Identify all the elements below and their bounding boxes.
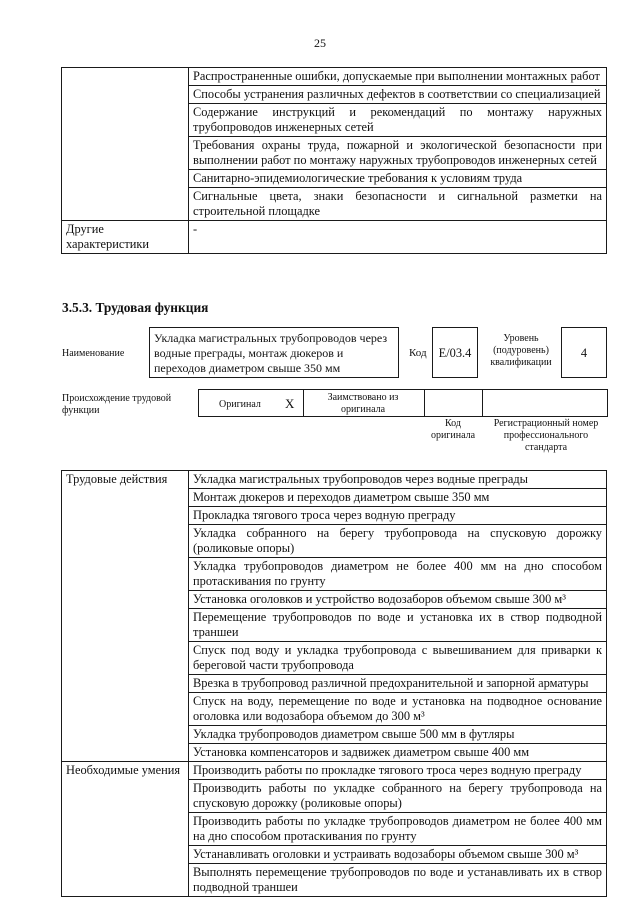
page-number: 25: [314, 36, 326, 50]
table-cell: Производить работы по прокладке тягового троса через водную преграду: [189, 762, 607, 780]
table-cell: Установка компенсаторов и задвижек диаметром свыше 400 мм: [189, 744, 607, 762]
table-cell: Требования охраны труда, пожарной и экологической безопасности при выполнении работ по монтажу наружных трубопроводов инженерных сетей: [189, 137, 607, 170]
table-cell: -: [189, 221, 607, 254]
table-cell: Производить работы по укладке трубопроводов диаметром не более 400 мм на дно способом протаскивания по грунту: [189, 813, 607, 846]
table-row: [62, 471, 607, 489]
group-label-labor-actions: Трудовые действия: [62, 471, 189, 762]
table-cell: Укладка трубопроводов диаметром свыше 500 мм в футляры: [189, 726, 607, 744]
code-value: E/03.4: [438, 346, 472, 360]
table-cell: Сигнальные цвета, знаки безопасности и сигнальной разметки на строительной площадке: [189, 188, 607, 221]
original-label: Оригинал: [219, 399, 261, 410]
table-cell: Установка оголовков и устройство водозаборов объемом свыше 300 м³: [189, 591, 607, 609]
divider: [482, 390, 483, 416]
code-value-box: [432, 327, 478, 378]
name-value: Укладка магистральных трубопроводов через водные преграды, монтаж дюкеров и переходов диаметром свыше 350 мм: [154, 331, 388, 375]
table-cell: Прокладка тягового троса через водную преграду: [189, 507, 607, 525]
section-title: 3.5.3. Трудовая функция: [62, 300, 209, 315]
table-cell: Спуск под воду и укладка трубопровода с вывешиванием для приварки к береговой части трубопровода: [189, 642, 607, 675]
origin-label: Происхождение трудовой функции: [62, 393, 172, 416]
table-row: [62, 221, 607, 254]
divider: [303, 390, 304, 416]
table-cell: Способы устранения различных дефектов в соответствии со специализацией: [189, 86, 607, 104]
table-cell: Укладка собранного на берегу трубопровода на спусковую дорожку (роликовые опоры): [189, 525, 607, 558]
knowledge-table: [61, 67, 607, 254]
table-cell-left: [62, 68, 189, 221]
level-value: 4: [580, 346, 588, 360]
reg-number-caption: Регистрационный номер профессионального стандарта: [493, 418, 599, 453]
code-original-caption: Код оригинала: [430, 418, 476, 441]
table-cell: Укладка трубопроводов диаметром не более 400 мм на дно способом протаскивания по грунту: [189, 558, 607, 591]
table-cell: Монтаж дюкеров и переходов диаметром свыше 350 мм: [189, 489, 607, 507]
table-row: [62, 68, 607, 86]
table-cell: Выполнять перемещение трубопроводов по воде и устанавливать их в створ подводной траншеи: [189, 864, 607, 897]
table-cell: Производить работы по укладке собранного на берегу трубопровода на спусковую дорожку (роликовые опоры): [189, 780, 607, 813]
table-row: [62, 762, 607, 780]
origin-row: [198, 389, 608, 417]
table-cell: Врезка в трубопровод различной предохранительной и запорной арматуры: [189, 675, 607, 693]
original-mark: X: [285, 396, 295, 411]
function-details-table: [61, 470, 607, 897]
divider: [424, 390, 425, 416]
table-cell: Спуск на воду, перемещение по воде и установка на подводное основание оголовка или водозабора объемом до 300 м³: [189, 693, 607, 726]
level-label: Уровень (подуровень) квалификации: [490, 333, 552, 368]
table-cell: Укладка магистральных трубопроводов через водные преграды: [189, 471, 607, 489]
table-cell: Перемещение трубопроводов по воде и установка их в створ подводной траншеи: [189, 609, 607, 642]
borrowed-label: Заимствовано из оригинала: [327, 392, 399, 415]
group-label-skills: Необходимые умения: [62, 762, 189, 897]
table-cell: Устанавливать оголовки и устраивать водозаборы объемом свыше 300 м³: [189, 846, 607, 864]
table-cell: Распространенные ошибки, допускаемые при выполнении монтажных работ: [189, 68, 607, 86]
table-cell-left: Другие характеристики: [62, 221, 189, 254]
table-cell: Санитарно-эпидемиологические требования к условиям труда: [189, 170, 607, 188]
level-value-box: [561, 327, 607, 378]
name-value-box: [149, 327, 399, 378]
code-label: Код: [409, 347, 427, 359]
name-label: Наименование: [62, 348, 125, 359]
table-cell: Содержание инструкций и рекомендаций по монтажу наружных трубопроводов инженерных сетей: [189, 104, 607, 137]
